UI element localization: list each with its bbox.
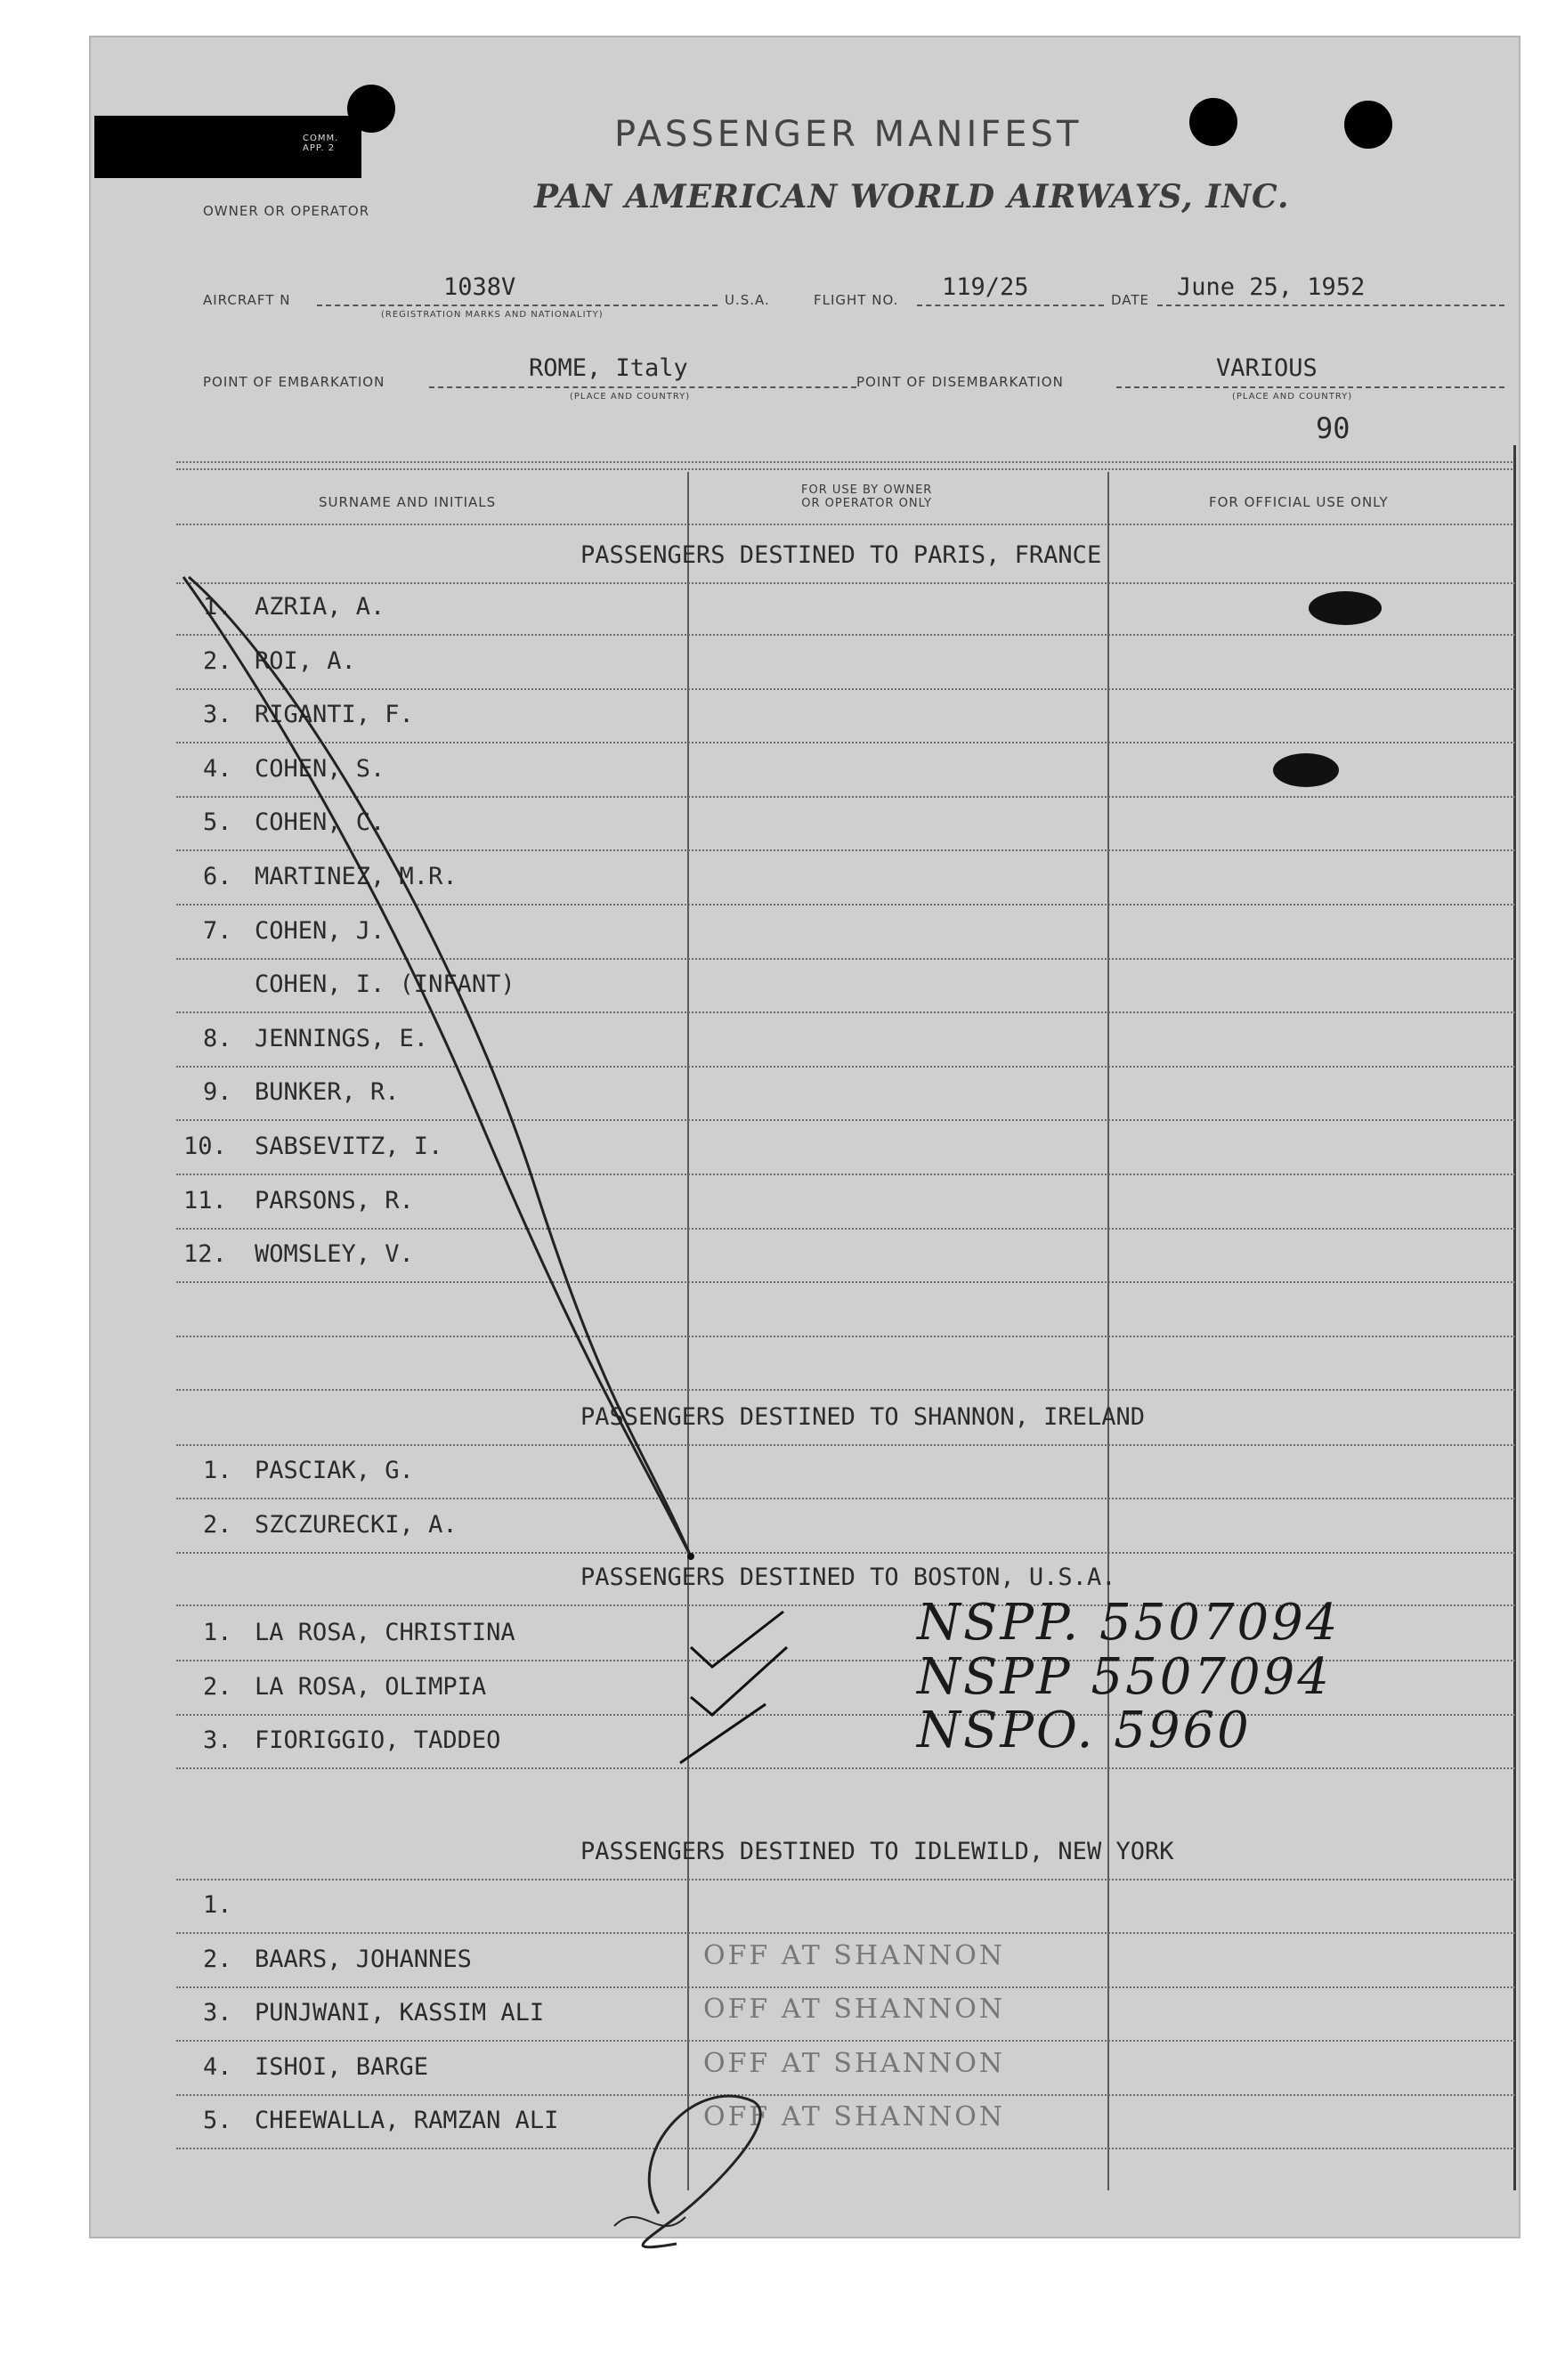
row-number: 5. bbox=[203, 808, 232, 837]
section-heading: PASSENGERS DESTINED TO BOSTON, U.S.A. bbox=[580, 1564, 1116, 1591]
row-number: 1. bbox=[203, 1457, 232, 1484]
row-number: 2. bbox=[203, 1510, 232, 1539]
page-title: PASSENGER MANIFEST bbox=[614, 114, 1083, 155]
row-number: 12. bbox=[183, 1240, 227, 1269]
check-mark-icon bbox=[691, 1647, 787, 1715]
passenger-name: ROI, A. bbox=[255, 646, 356, 675]
section-heading: PASSENGERS DESTINED TO SHANNON, IRELAND bbox=[580, 1403, 1145, 1431]
passenger-name: LA ROSA, OLIMPIA bbox=[255, 1672, 487, 1701]
passenger-name: COHEN, J. bbox=[255, 916, 385, 945]
row-number: 6. bbox=[203, 863, 232, 890]
row-number: 7. bbox=[203, 916, 232, 945]
form-code: COMM. APP. 2 bbox=[303, 134, 339, 153]
row-number: 10. bbox=[183, 1133, 227, 1160]
passenger-name: WOMSLEY, V. bbox=[255, 1240, 414, 1269]
passenger-name: BUNKER, R. bbox=[255, 1078, 400, 1107]
aircraft-sublabel: (REGISTRATION MARKS AND NATIONALITY) bbox=[381, 310, 604, 320]
row-number: 1. bbox=[203, 1619, 232, 1646]
embark-label: POINT OF EMBARKATION bbox=[203, 374, 385, 390]
row-number: 5. bbox=[203, 2107, 232, 2135]
check-mark-icon bbox=[680, 1704, 766, 1763]
passenger-name: AZRIA, A. bbox=[255, 593, 385, 621]
date-label: DATE bbox=[1111, 292, 1150, 308]
embark-point: ROME, Italy bbox=[529, 354, 688, 382]
disembark-label: POINT OF DISEMBARKATION bbox=[856, 374, 1064, 390]
column-header-owner-use: FOR USE BY OWNER OR OPERATOR ONLY bbox=[801, 483, 933, 510]
passenger-name: COHEN, I. (INFANT) bbox=[255, 971, 515, 999]
passenger-name: RIGANTI, F. bbox=[255, 701, 414, 729]
passenger-name: SZCZURECKI, A. bbox=[255, 1510, 458, 1539]
row-number: 2. bbox=[203, 646, 232, 675]
embark-sublabel: (PLACE AND COUNTRY) bbox=[570, 392, 691, 402]
row-number: 2. bbox=[203, 1672, 232, 1701]
passenger-name: COHEN, C. bbox=[255, 808, 385, 837]
disembark-point: VARIOUS bbox=[1216, 354, 1318, 382]
column-header-official: FOR OFFICIAL USE ONLY bbox=[1209, 494, 1389, 510]
official-handwritten-note: NSPO. 5960 bbox=[917, 1702, 1252, 1760]
passenger-name: CHEEWALLA, RAMZAN ALI bbox=[255, 2107, 559, 2135]
row-number: 3. bbox=[203, 1999, 232, 2027]
row-number: 3. bbox=[203, 1726, 232, 1755]
row-number: 4. bbox=[203, 754, 232, 783]
check-mark-icon bbox=[691, 1612, 783, 1667]
row-number: 3. bbox=[203, 701, 232, 729]
passenger-name: MARTINEZ, M.R. bbox=[255, 863, 458, 890]
passenger-name: PUNJWANI, KASSIM ALI bbox=[255, 1999, 545, 2027]
official-handwritten-note: NSPP. 5507094 bbox=[917, 1594, 1341, 1652]
aircraft-label: AIRCRAFT N bbox=[203, 292, 291, 308]
row-number: 1. bbox=[203, 1891, 232, 1919]
record-number: 90 bbox=[1316, 411, 1350, 445]
flight-date: June 25, 1952 bbox=[1177, 273, 1366, 301]
owner-note-stamp: OFF AT SHANNON bbox=[703, 2047, 1006, 2079]
section-heading: PASSENGERS DESTINED TO PARIS, FRANCE bbox=[580, 541, 1102, 569]
column-header-surname: SURNAME AND INITIALS bbox=[319, 494, 497, 510]
official-handwritten-note: NSPP 5507094 bbox=[917, 1647, 1332, 1706]
owner-note-stamp: OFF AT SHANNON bbox=[703, 2101, 1006, 2133]
disembark-sublabel: (PLACE AND COUNTRY) bbox=[1232, 392, 1353, 402]
passenger-name: COHEN, S. bbox=[255, 754, 385, 783]
row-number: 1. bbox=[203, 593, 232, 621]
passenger-name: ISHOI, BARGE bbox=[255, 2052, 429, 2081]
passenger-name: BAARS, JOHANNES bbox=[255, 1945, 472, 1973]
passenger-name: LA ROSA, CHRISTINA bbox=[255, 1619, 515, 1646]
owner-note-stamp: OFF AT SHANNON bbox=[703, 1994, 1006, 2026]
passenger-name: SABSEVITZ, I. bbox=[255, 1133, 443, 1160]
operator-name: PAN AMERICAN WORLD AIRWAYS, INC. bbox=[534, 178, 1290, 215]
row-number: 8. bbox=[203, 1024, 232, 1052]
section-heading: PASSENGERS DESTINED TO IDLEWILD, NEW YORK bbox=[580, 1838, 1174, 1865]
row-number: 11. bbox=[183, 1186, 227, 1214]
flight-label: FLIGHT NO. bbox=[814, 292, 899, 308]
row-number: 4. bbox=[203, 2052, 232, 2081]
row-number: 2. bbox=[203, 1945, 232, 1973]
row-number: 9. bbox=[203, 1078, 232, 1107]
passenger-name: PASCIAK, G. bbox=[255, 1457, 414, 1484]
aircraft-number: 1038V bbox=[443, 273, 516, 301]
owner-note-stamp: OFF AT SHANNON bbox=[703, 1939, 1006, 1971]
passenger-name: FIORIGGIO, TADDEO bbox=[255, 1726, 501, 1755]
passenger-name: JENNINGS, E. bbox=[255, 1024, 429, 1052]
flight-number: 119/25 bbox=[942, 273, 1029, 301]
owner-label: OWNER OR OPERATOR bbox=[203, 203, 370, 219]
country-label: U.S.A. bbox=[725, 292, 770, 308]
passenger-name: PARSONS, R. bbox=[255, 1186, 414, 1214]
